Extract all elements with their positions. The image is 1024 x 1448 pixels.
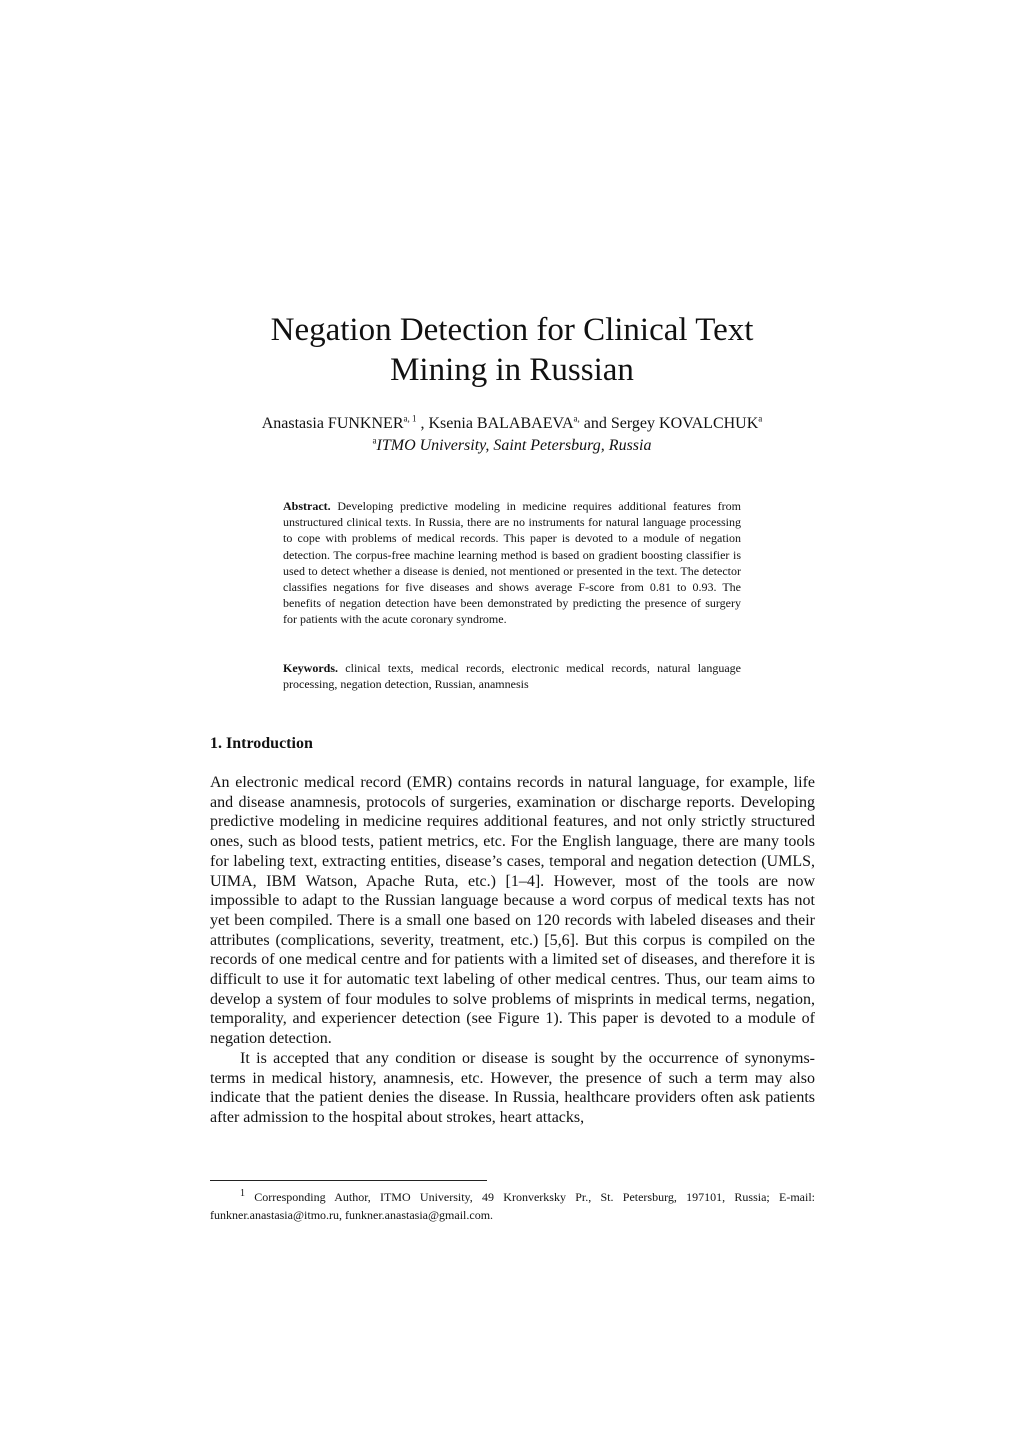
affiliation-text: ITMO University, Saint Petersburg, Russia (376, 437, 652, 454)
keywords-label: Keywords. (283, 661, 338, 675)
paper-title-line-1: Negation Detection for Clinical Text (270, 312, 754, 348)
affiliation (0, 436, 1024, 456)
section-heading-introduction: 1. Introduction (210, 735, 313, 752)
abstract-text: Developing predictive modeling in medicine requires additional features from unstructured clinical texts. In Russia, there are no instruments for natural language processing to cope with problems of medical records. This paper is devoted to a module of negation detection. The corpus-free machine learning method is based on gradient boosting classifier is used to detect whether a disease is denied, not mentioned or presented in the text. The detector classifies negations for five diseases and shows average F-score from 0.81 to 0.93. The benefits of negation detection have been demonstrated by predicting the presence of surgery for patients with the acute coronary syndrome. (283, 499, 742, 627)
paragraph: An electronic medical record (EMR) contains records in natural language, for example, life and disease anamnesis, protocols of surgeries, examination or discharge reports. Developing predictive modeling in medicine requires additional features, and not only strictly structured ones, such as blood tests, patient metrics, etc. For the English language, there are many tools for labeling text, extracting entities, disease’s cases, temporal and negation detection (UMLS, UIMA, IBM Watson, Apache Ruta, etc.) [1–4]. However, most of the tools are now impossible to adapt to the Russian language because a word corpus of medical texts has not yet been compiled. There is a small one based on 120 records with labeled diseases and their attributes (complications, severity, treatment, etc.) [5,6]. But this corpus is compiled on the records of one medical centre and for patients with a limited set of diseases, and therefore it is difficult to use it for automatic text labeling of other medical centres. Thus, our team aims to develop a system of four modules to solve problems of misprints in medical terms, negation, temporality, and experiencer detection (see Figure 1). This paper is devoted to a module of negation detection. (210, 774, 815, 1048)
abstract-label: Abstract. (283, 499, 331, 513)
author-affiliation-mark: a (758, 413, 763, 424)
abstract (283, 498, 741, 628)
affiliation-mark: a (372, 435, 377, 446)
author-name: Sergey KOVALCHUK (610, 415, 759, 432)
footnote-divider (210, 1180, 487, 1181)
paragraph: It is accepted that any condition or disease is sought by the occurrence of synonyms-terms in medical history, anamnesis, etc. However, the presence of such a term may also indicate that the patient denies the disease. In Russia, healthcare providers often ask patients after admission to the hospital about strokes, heart attacks, (210, 1049, 815, 1126)
author-affiliation-mark: a, 1 (403, 413, 417, 424)
author-list (0, 414, 1024, 434)
keywords (283, 660, 741, 692)
paper-title (0, 310, 1024, 390)
author-name: Ksenia BALABAEVA (428, 415, 574, 432)
footnote (210, 1188, 815, 1224)
keywords-text: clinical texts, medical records, electronic medical records, natural language processing, negation detection, Russian, anamnesis (283, 661, 742, 692)
author-separator: and (579, 415, 611, 432)
footnote-text: Corresponding Author, ITMO University, 49 Kronverksky Pr., St. Petersburg, 197101, Russia; E-mail: funkner.anastasia@itmo.ru, funkner.anastasia@gmail.com. (210, 1190, 815, 1222)
author-name: Anastasia FUNKNER (261, 415, 404, 432)
body-text (210, 773, 815, 1128)
author-separator: , (416, 415, 429, 432)
author-affiliation-mark: a, (573, 413, 580, 424)
paper-title-line-2: Mining in Russian (390, 352, 634, 388)
footnote-mark: 1 (240, 1188, 245, 1199)
